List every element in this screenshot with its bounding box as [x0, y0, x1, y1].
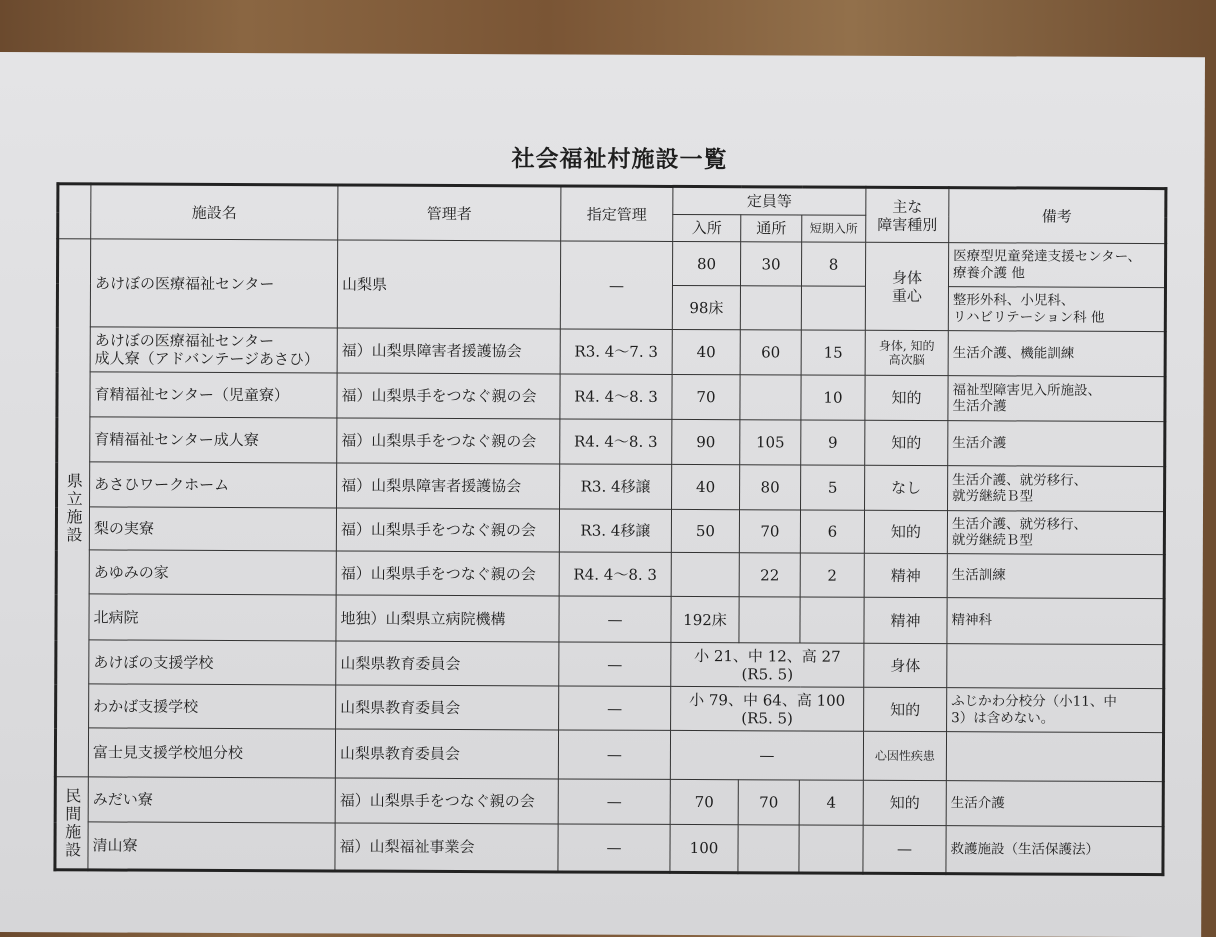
- capacity-short: 15: [801, 330, 865, 375]
- capacity-in: 98床: [672, 285, 740, 329]
- designated-management: R3. 4移譲: [559, 509, 671, 552]
- manager: 福）山梨県手をつなぐ親の会: [336, 508, 559, 552]
- manager: 福）山梨県障害者援護協会: [337, 328, 560, 374]
- capacity-day: 105: [740, 420, 801, 465]
- capacity-in: [671, 552, 739, 596]
- notes: 福祉型障害児入所施設、 生活介護: [948, 376, 1165, 422]
- header-in: 入所: [673, 214, 741, 241]
- capacity-day: 22: [739, 553, 800, 597]
- table-row: [56, 640, 1164, 689]
- capacity-day: 30: [740, 242, 801, 286]
- disability-type: 知的: [865, 375, 948, 420]
- capacity-short: [799, 825, 863, 873]
- capacity-short: 4: [799, 780, 863, 825]
- notes: 生活介護、就労移行、 就労継続Ｂ型: [947, 511, 1164, 555]
- group-label: 民間施設: [55, 777, 88, 870]
- notes: ふじかわ分校分（小11、中 3）は含めない。: [947, 688, 1164, 733]
- notes: 整形外科、小児科、 リハビリテーション科 他: [948, 287, 1165, 332]
- capacity-short: 8: [801, 242, 865, 286]
- facility-name: 育精福祉センター成人寮: [90, 417, 337, 463]
- table-row: [57, 239, 1165, 288]
- header-name: 施設名: [91, 184, 338, 240]
- header-notes: 備考: [949, 188, 1166, 244]
- designated-management: R4. 4～8. 3: [560, 419, 672, 464]
- notes: 生活介護、就労移行、 就労継続Ｂ型: [948, 466, 1165, 512]
- designated-management: R4. 4～8. 3: [560, 374, 672, 419]
- disability-type: 精神: [864, 553, 947, 597]
- capacity-day: 70: [738, 780, 799, 825]
- capacity-short: 9: [801, 420, 865, 465]
- designated-management: —: [559, 686, 671, 730]
- disability-type: 身体 重心: [865, 242, 948, 330]
- capacity-in: 90: [672, 419, 740, 464]
- table-row: [57, 327, 1165, 377]
- facility-name: あけぼの支援学校: [89, 640, 336, 685]
- designated-management: —: [560, 241, 672, 329]
- header-day: 通所: [741, 215, 802, 242]
- capacity-short: [801, 286, 865, 330]
- group-label: 県立施設: [55, 239, 90, 777]
- capacity-day: [740, 286, 801, 330]
- capacity-day: 70: [739, 510, 800, 553]
- notes: 生活介護、機能訓練: [948, 331, 1165, 377]
- capacity-short: 2: [800, 553, 864, 597]
- notes: 医療型児童発達支援センター、 療養介護 他: [949, 243, 1166, 288]
- capacity-day: 80: [740, 465, 801, 510]
- facility-table: [53, 182, 1167, 876]
- designated-management: R3. 4～7. 3: [560, 329, 672, 374]
- manager: 福）山梨県手をつなぐ親の会: [335, 778, 558, 824]
- capacity-day: 60: [740, 330, 801, 375]
- table-row: [57, 372, 1165, 422]
- manager: 福）山梨県手をつなぐ親の会: [337, 373, 560, 419]
- facility-name: 育精福祉センター（児童寮）: [90, 372, 337, 418]
- table-row: [55, 777, 1163, 827]
- capacity-merged: —: [670, 730, 863, 780]
- designated-management: —: [558, 730, 670, 779]
- facility-name: あさひワークホーム: [90, 462, 337, 508]
- document-paper: [0, 52, 1205, 937]
- notes: 救護施設（生活保護法）: [946, 826, 1163, 875]
- disability-type: 知的: [864, 687, 947, 731]
- table-row: [56, 684, 1164, 733]
- capacity-merged: 小 79、中 64、高 100 (R5. 5): [671, 686, 864, 731]
- disability-type: なし: [865, 465, 948, 510]
- manager: 福）山梨県手をつなぐ親の会: [337, 418, 560, 464]
- notes: 生活介護: [948, 421, 1165, 467]
- capacity-in: 40: [672, 329, 740, 374]
- disability-type: 知的: [865, 420, 948, 465]
- facility-name: 梨の実寮: [89, 507, 336, 551]
- table-row: [57, 462, 1165, 512]
- table-row: [55, 822, 1163, 875]
- manager: 福）山梨県障害者援護協会: [337, 463, 560, 509]
- manager: 福）山梨県手をつなぐ親の会: [336, 551, 559, 596]
- notes: 生活訓練: [947, 554, 1164, 599]
- manager: 山梨県教育委員会: [336, 641, 559, 686]
- capacity-in: 100: [670, 824, 738, 872]
- page-title: 社会福祉村施設一覧: [511, 145, 728, 174]
- capacity-in: 40: [672, 464, 740, 509]
- capacity-merged: 小 21、中 12、高 27 (R5. 5): [671, 642, 864, 687]
- disability-type: 身体: [864, 643, 947, 687]
- disability-type: 精神: [864, 597, 947, 643]
- facility-name: わかば支援学校: [89, 684, 336, 729]
- header-disability: 主な 障害種別: [866, 187, 949, 242]
- facility-name: 富士見支援学校旭分校: [88, 728, 335, 778]
- notes: [946, 732, 1163, 782]
- capacity-day: [738, 825, 799, 873]
- manager: 山梨県教育委員会: [336, 685, 559, 730]
- table-row: [57, 417, 1165, 467]
- notes: [947, 644, 1164, 689]
- capacity-in: 50: [671, 509, 739, 552]
- notes: 精神科: [947, 598, 1164, 645]
- facility-name: 清山寮: [88, 822, 335, 871]
- header-capacity: 定員等: [673, 186, 866, 215]
- facility-name: あけぼの医療福祉センター 成人寮（アドバンテージあさひ）: [90, 327, 337, 373]
- table-row: [55, 728, 1163, 782]
- capacity-day: [740, 375, 801, 420]
- manager: 山梨県教育委員会: [335, 729, 558, 779]
- facility-name: 北病院: [89, 594, 336, 641]
- header-short: 短期入所: [802, 215, 866, 242]
- manager: 福）山梨福祉事業会: [335, 823, 558, 872]
- designated-management: R3. 4移譲: [560, 464, 672, 509]
- notes: 生活介護: [946, 781, 1163, 827]
- disability-type: 知的: [864, 510, 947, 553]
- capacity-in: 70: [672, 374, 740, 419]
- facility-name: あゆみの家: [89, 550, 336, 595]
- capacity-short: 6: [800, 510, 864, 553]
- designated-management: —: [559, 596, 671, 642]
- table-row: [56, 507, 1164, 555]
- manager: 地独）山梨県立病院機構: [336, 595, 559, 642]
- group-header: [58, 184, 91, 239]
- designated-management: —: [559, 642, 671, 686]
- facility-name: みだい寮: [88, 777, 335, 823]
- manager: 山梨県: [337, 240, 560, 329]
- disability-type: 心因性疾患: [863, 731, 946, 780]
- designated-management: R4. 4～8. 3: [559, 552, 671, 596]
- capacity-short: [800, 597, 864, 643]
- table-row: [56, 550, 1164, 599]
- facility-name: あけぼの医療福祉センター: [90, 239, 337, 328]
- table-row: [56, 594, 1164, 645]
- disability-type: 知的: [863, 780, 946, 825]
- capacity-short: 10: [801, 375, 865, 420]
- header-designated: 指定管理: [561, 186, 673, 241]
- capacity-in: 70: [670, 779, 738, 824]
- header-manager: 管理者: [338, 185, 561, 241]
- designated-management: —: [558, 824, 670, 872]
- capacity-short: 5: [801, 465, 865, 510]
- capacity-in: 192床: [671, 596, 739, 642]
- capacity-day: [739, 597, 800, 643]
- designated-management: —: [558, 779, 670, 824]
- disability-type: —: [863, 825, 946, 873]
- disability-type: 身体, 知的 高次脳: [865, 330, 948, 375]
- capacity-in: 80: [672, 241, 740, 285]
